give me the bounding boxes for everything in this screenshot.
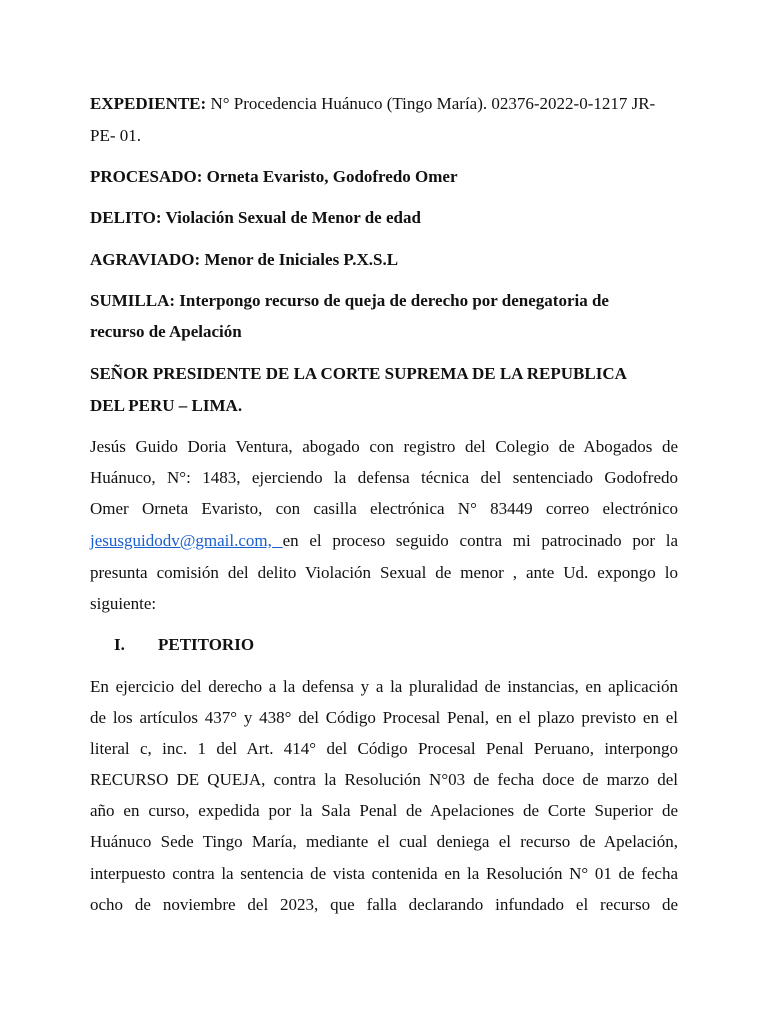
expediente-line (90, 94, 678, 114)
intro-line-4 (90, 531, 678, 551)
petitorio-line: RECURSO DE QUEJA, contra la Resolución N°03 de fecha doce de marzo del (90, 770, 678, 789)
petitorio-line: Huánuco Sede Tingo María, mediante el cual deniega el recurso de Apelación, (90, 832, 678, 851)
intro-line-3: Omer Orneta Evaristo, con casilla electrónica N° 83449 correo electrónico (90, 499, 678, 518)
intro-line-2: Huánuco, N°: 1483, ejerciendo la defensa técnica del sentenciado Godofredo (90, 468, 678, 487)
procesado-line (90, 167, 678, 187)
procesado-value: Orneta Evaristo, Godofredo Omer (206, 167, 458, 186)
sumilla-line-continued (90, 322, 678, 342)
petitorio-line: año en curso, expedida por la Sala Penal de Apelaciones de Corte Superior de (90, 801, 678, 820)
addressee-line-1: SEÑOR PRESIDENTE DE LA CORTE SUPREMA DE LA REPUBLICA (90, 364, 627, 383)
intro-line-4-text: en el proceso seguido contra mi patrocinado por la (282, 531, 678, 550)
petitorio-line: literal c, inc. 1 del Art. 414° del Código Procesal Penal Peruano, interpongo (90, 739, 678, 758)
agraviado-line (90, 250, 678, 270)
petitorio-line: ocho de noviembre del 2023, que falla declarando infundado el recurso de (90, 895, 678, 914)
delito-line (90, 208, 678, 228)
sumilla-value: Interpongo recurso de queja de derecho por denegatoria de (179, 291, 609, 310)
agraviado-value: Menor de Iniciales P.X.S.L (204, 250, 399, 269)
email-link[interactable]: jesusguidodv@gmail.com, (90, 531, 283, 550)
intro-line-5: presunta comisión del delito Violación Sexual de menor , ante Ud. expongo lo (90, 563, 678, 582)
sumilla-line (90, 291, 678, 311)
delito-label: DELITO: (90, 208, 162, 227)
expediente-line-continued (90, 126, 678, 146)
petitorio-line: En ejercicio del derecho a la defensa y a la pluralidad de instancias, en aplicación (90, 677, 678, 696)
delito-value: Violación Sexual de Menor de edad (165, 208, 421, 227)
agraviado-label: AGRAVIADO: (90, 250, 201, 269)
sumilla-label: SUMILLA: (90, 291, 176, 310)
intro-line-1: Jesús Guido Doria Ventura, abogado con registro del Colegio de Abogados de (90, 437, 678, 456)
section-title: PETITORIO (158, 635, 255, 654)
section-number: I. (114, 635, 125, 654)
expediente-value-continued: PE- 01. (90, 126, 141, 145)
petitorio-line: de los artículos 437° y 438° del Código Procesal Penal, en el plazo previsto en el (90, 708, 678, 727)
procesado-label: PROCESADO: (90, 167, 203, 186)
expediente-value: N° Procedencia Huánuco (Tingo María). 02376-2022-0-1217 JR- (210, 94, 656, 113)
expediente-label: EXPEDIENTE: (90, 94, 207, 113)
sumilla-value-continued: recurso de Apelación (90, 322, 242, 341)
intro-line-6: siguiente: (90, 594, 157, 613)
addressee-line-2: DEL PERU – LIMA. (90, 396, 243, 415)
petitorio-line: interpuesto contra la sentencia de vista contenida en la Resolución N° 01 de fecha (90, 864, 678, 883)
